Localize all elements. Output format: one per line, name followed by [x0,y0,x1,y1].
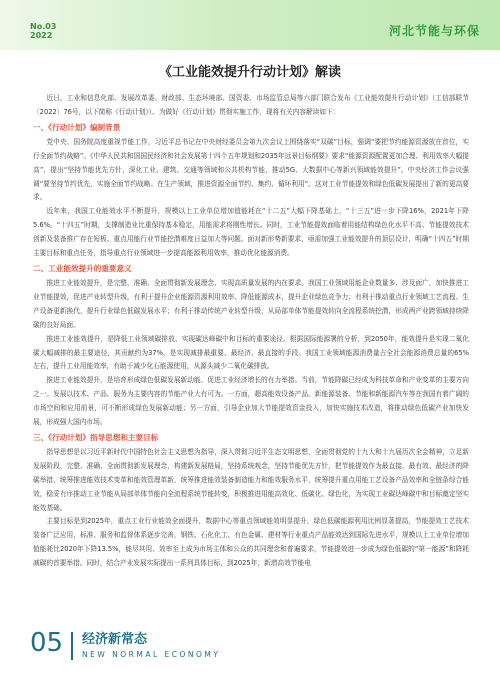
issue-year: 2022 [30,31,53,40]
issue-label [30,22,56,40]
body-paragraph: 主要目标是到2025年，重点工业行业能效全面提升，数据中心等重点领域能效明显提升，绿色低碳能源利用比例显著提高，节能提效工艺技术装备广泛应用，标准、服务和监督体系逐步完善，钢铁、石化化工、有色金属、建材等行业重点产品能效达到国际先进水平，规模以上工业单位增加值能耗比2020年下降13.5%，能尽其用、效率至上成为市场主体和公众的共同理念和普遍要求，节能提效进一步成为绿色低碳的“第一能源”和降耗减碳的首要举措。同时，结合产业发展实际提出一系列具体目标，到2025年，新增高效节能电 [33,517,469,568]
footer-divider [71,632,73,660]
body-paragraph: 党中央、国务院高度重视节能工作，习近平总书记在中央财经委员会第九次会议上围绕落实“双碳”目标，强调“要把节约能源资源放在首位，实行全面节约战略”。《中华人民共和国国民经济和社会发展第十四个五年规划和2035年远景目标纲要》要求“能源资源配置更加合理、利用效率大幅提高”，提出“坚持节能优先方针，深化工业、建筑、交通等领域和公共机构节能，推动5G、大数据中心等新兴领域能效提升”。中央经济工作会议强调“要坚持节约优先，实施全面节约战略。在生产领域，推进资源全面节约、集约、循环利用”。这对工业节能提效和绿色低碳发展提出了新的更高要求。 [33,137,469,202]
magazine-brand: 河北节能与环保 [388,24,480,38]
article-body [33,92,469,571]
body-paragraph: 推进工业能效提升，是完整、准确、全面贯彻新发展理念、实现高质量发展的内在要求。我国工业领域用能企业数量多、涉及面广，加快推进工业节能提效，促进产业转型升级，有利于提升企业能源资源利用效率、降低能源成本，提升企业绿色竞争力；有利于推动重点行业领域工艺流程、生产设备更新换代，提升行业绿色低碳发展水平；有利于推动传统产业转型升级，从局部单体节能提效转向全流程系统挖潜，形成两产业跨领域持续降碳的良好局面。 [33,278,469,329]
section-title-cn: 经济新常态 [82,632,148,647]
body-paragraph: 近年来，我国工业能效水平不断提升，规模以上工业单位增加值能耗在“十二五”大幅下降基础上，“十三五”进一步下降16%，2021年下降5.6%。“十四五”时期，支撑制造业比重保持基本稳定，用能需求将刚性增长。同时，工业节能提效面临着用能结构绿色化水平不高、节能提效技术创新及装备推广存在短板、重点用能行业节能挖潜难度日益加大等问题。面对新形势新要求，亟需加强工业能效提升的顶层设计，明确“十四五”时期主要目标和重点任务，指导重点行业领域进一步提高能源利用效率，推动优化能源消费。 [33,207,469,258]
section-title-en: NEW NORMAL ECONOMY [82,650,221,659]
body-paragraph: 指导思想是以习近平新时代中国特色社会主义思想为指导，深入贯彻习近平生态文明思想，全面贯彻党的十九大和十九届历次全会精神，立足新发展阶段，完整、准确、全面贯彻新发展理念，构建新发展格局，坚持系统观念，坚持节能优先方针，把节能提效作为最直接、最有效、最经济的降碳举措，统筹推进能效技术变革和能效管理革新，统筹推进能效装备制造能力和能效服务水平，统筹提升重点用能工艺设备产品效率和全链条综合能效，稳妥有序推动工业节能从局部单体节能向全流程系统节能转变，积极推进用能高效化、低碳化、绿色化，为实现工业碳达峰碳中和目标奠定坚实能效基础。 [33,447,469,512]
body-paragraph: 推进工业能效提升，是培育形成绿色低碳发展新动能、促进工业经济增长的有力举措。当前，节能降碳已经成为科技革命和产业变革的主要方向之一。发展以技术、产品、服务为主要内容的节能产业大有可为。一方面，超高能效设备产品、新能源装备、节能和新能源汽车等在我国有着广阔的市场空间和应用前景，可不断形成绿色发展新动能；另一方面，引导企业加大节能提效资金投入，加快实施技术改造，将推动绿色低碳产业加快发展，形成强大国内市场。 [33,376,469,427]
page-number: 05 [30,628,64,658]
section-heading: 三、《行动计划》指导思想和主要目标 [33,432,159,442]
section-heading: 一、《行动计划》编制背景 [33,122,121,132]
article-title: 《工业能效提升行动计划》解读 [158,65,341,80]
section-heading: 二、工业能效提升的重要意义 [33,263,132,273]
page-footer [0,635,500,686]
body-paragraph: 推进工业能效提升，是降低工业领域碳排放、实现碳达峰碳中和目标的重要途径。根据国际能源署的分析，到2050年，能效提升是实现二氧化碳大幅减排的最主要途径，其贡献约为37%，是实现减排最重要、最经济、最直接的手段。我国工业领域能源消费量占全社会能源消费总量的65%左右，提升工业用能效率，有助于减少化石能源使用，从源头减少二氧化碳排放。 [33,334,469,371]
page-header [0,0,500,50]
issue-number: No.03 [30,22,57,31]
body-paragraph: 近日，工业和信息化部、发展改革委、财政部、生态环境部、国资委、市场监管总局等六部门联合发布《工业能效提升行动计划》（工信部联节〔2022〕76号，以下简称《行动计划》）。为做好《行动计划》贯彻实施工作，现将有关内容解读如下： [33,94,469,116]
